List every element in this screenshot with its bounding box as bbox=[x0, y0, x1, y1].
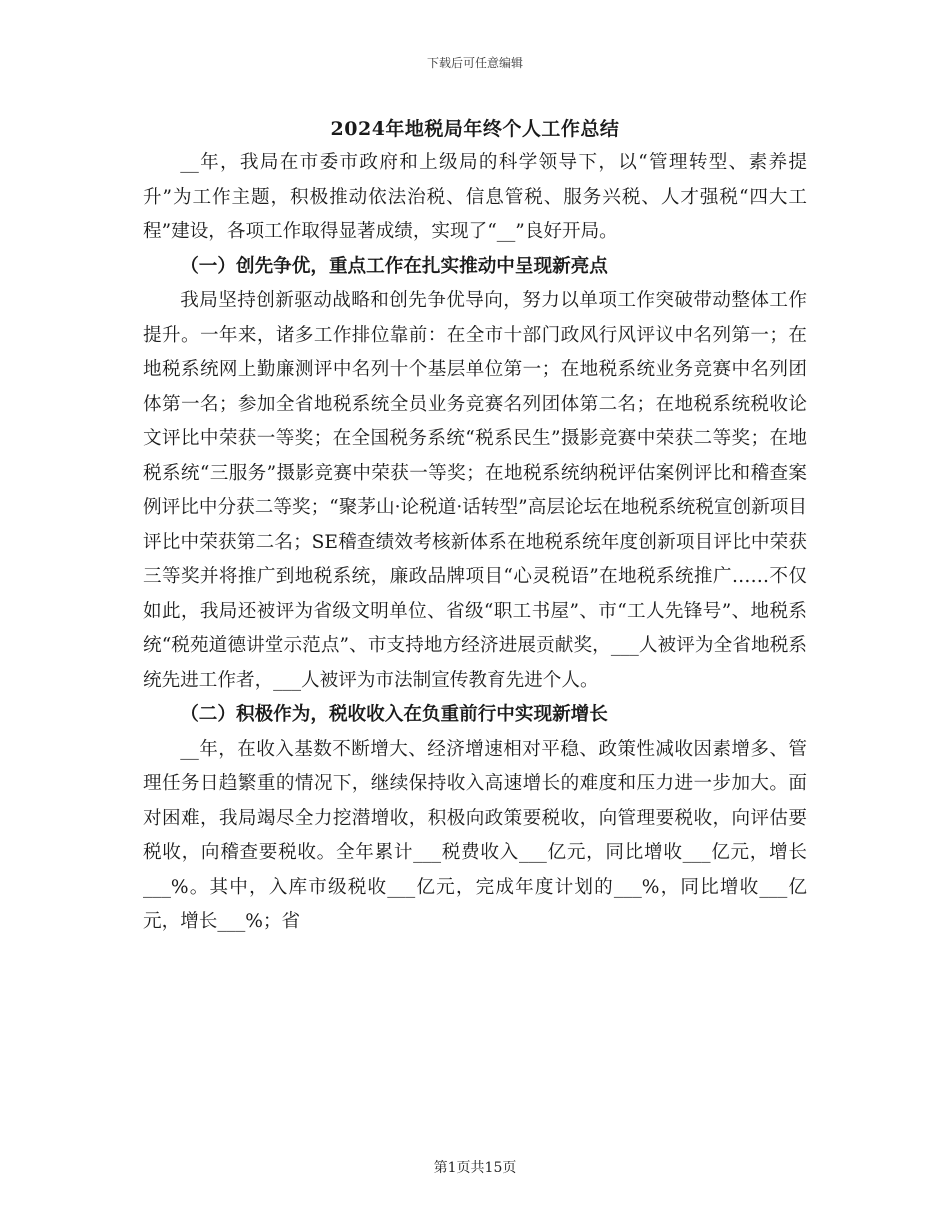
intro-paragraph: __年，我局在市委市政府和上级局的科学领导下，以“管理转型、素养提升”为工作主题，积极推动依法治税、信息管税、服务兴税、人才强税“四大工程”建设，各项工作取得显著成绩，实现了“__”良好开局。 bbox=[143, 152, 807, 242]
section-1-heading: （一）创先争优，重点工作在扎实推动中呈现新亮点 bbox=[180, 255, 608, 277]
page-number: 第1页共15页 bbox=[433, 1160, 517, 1176]
section-2-heading: （二）积极作为，税收收入在负重前行中实现新增长 bbox=[180, 704, 608, 725]
section-1-paragraph: 我局坚持创新驱动战略和创先争优导向，努力以单项工作突破带动整体工作提升。一年来，诸多工作排位靠前：在全市十部门政风行风评议中名列第一；在地税系统网上勤廉测评中名列十个基层单位第一；在地税系统业务竞赛中名列团体第一名；参加全省地税系统全员业务竞赛名列团体第二名；在地税系统税收论文评比中荣获一等奖；在全国税务系统“税系民生”摄影竞赛中荣获二等奖；在地税系统“三服务”摄影竞赛中荣获一等奖；在地税系统纳税评估案例评比和稽查案例评比中分获二等奖；“聚茅山·论税道·话转型”高层论坛在地税系统税宣创新项目评比中荣获第二名；SE稽查绩效考核新体系在地税系统年度创新项目评比中荣获三等奖并将推广到地税系统，廉政品牌项目“心灵税语”在地税系统推广……不仅如此，我局还被评为省级文明单位、省级“职工书屋”、市“工人先锋号”、地税系统“税苑道德讲堂示范点”、市支持地方经济进展贡献奖，___人被评为全省地税系统先进工作者，___人被评为市法制宣传教育先进个人。 bbox=[143, 290, 807, 691]
document-title: 2024年地税局年终个人工作总结 bbox=[330, 118, 620, 140]
document-body bbox=[143, 146, 807, 940]
section-2-paragraph: __年，在收入基数不断增大、经济增速相对平稳、政策性减收因素增多、管理任务日趋繁重的情况下，继续保持收入高速增长的难度和压力进一步加大。面对困难，我局竭尽全力挖潜增收，积极向政策要税收，向管理要税收，向评估要税收，向稽查要税收。全年累计___税费收入___亿元，同比增收___亿元，增长___%。其中，入库市级税收___亿元，完成年度计划的___%，同比增收___亿元，增长___%；省 bbox=[143, 738, 807, 932]
page-header-note: 下载后可任意编辑 bbox=[426, 56, 523, 70]
